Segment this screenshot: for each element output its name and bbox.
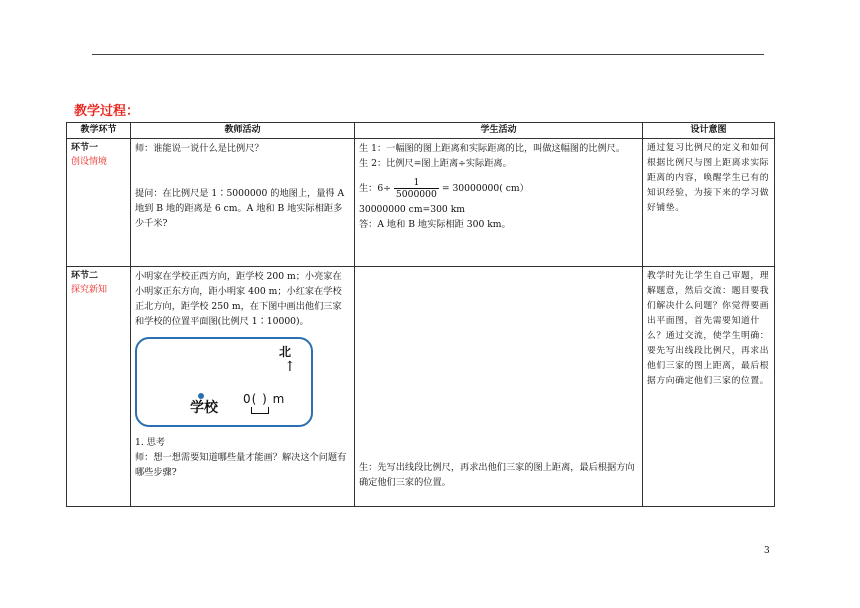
header-teacher: 教师活动 (131, 123, 355, 139)
calc-result: = 30000000( cm） (441, 183, 529, 194)
map-diagram (135, 337, 313, 429)
teacher-think-question: 师：想一想需要知道哪些量才能画？解决这个问题有哪些步骤? (135, 452, 347, 478)
school-label: 学校 (190, 400, 218, 416)
header-stage: 教学环节 (67, 123, 131, 139)
scale-label: 0( ) m (243, 392, 286, 406)
stage-sub-1: 创设情境 (71, 157, 108, 167)
fraction-numerator: 1 (413, 177, 420, 188)
stage-sub-2: 探究新知 (71, 285, 108, 295)
scale-bar (251, 407, 269, 414)
lesson-table (66, 122, 775, 507)
spacer (135, 156, 350, 186)
table-row-stage-2 (67, 267, 775, 507)
student-cell-1 (355, 139, 643, 267)
fraction (394, 177, 439, 200)
north-arrow-icon: ↑ (284, 359, 296, 375)
teacher-question-1: 师：谁能说一说什么是比例尺？ (135, 143, 264, 154)
header-student: 学生活动 (355, 123, 643, 139)
teacher-problem: 小明家在学校正西方向，距学校 200 m；小亮家在小明家正东方向，距小明家 400 m；小红家在学校正北方向，距学校 250 m，在下图中画出他们三家和学校的位置平面图(比例尺 1∶10000)。 (135, 271, 342, 327)
unit-conversion: 30000000 cm=300 km (359, 204, 465, 215)
header-rule (92, 54, 764, 55)
teacher-cell-1 (131, 139, 355, 267)
stage-cell-1 (67, 139, 131, 267)
section-heading: 教学过程： (74, 104, 140, 119)
fraction-denominator: 5000000 (395, 189, 437, 200)
calculation-line (359, 177, 638, 200)
page-number: 3 (764, 546, 770, 556)
intent-cell-1: 通过复习比例尺的定义和如何根据比例尺与图上距离求实际距离的内容，唤醒学生已有的知识经验，为接下来的学习做好铺垫。 (643, 139, 775, 267)
student-answer-1: 生 1：一幅图的图上距离和实际距离的比，叫做这幅图的比例尺。 (359, 143, 626, 154)
table-header-row (67, 123, 775, 139)
think-title: 1. 思考 (135, 437, 166, 448)
calc-prefix: 生：6÷ (359, 183, 391, 194)
student-cell-2 (355, 267, 643, 507)
header-intent: 设计意图 (643, 123, 775, 139)
stage-name-1: 环节一 (71, 143, 99, 153)
teacher-question-2: 提问：在比例尺是 1∶5000000 的地图上，量得 A 地到 B 地的距离是 6 cm。A 地和 B 地实际相距多少千米? (135, 188, 345, 229)
teacher-cell-2 (131, 267, 355, 507)
student-answer-2: 生 2：比例尺=图上距离÷实际距离。 (359, 158, 512, 169)
student-final-answer: 答：A 地和 B 地实际相距 300 km。 (359, 219, 511, 230)
student-think-answer: 生：先写出线段比例尺，再求出他们三家的图上距离，最后根据方向确定他们三家的位置。 (359, 462, 635, 488)
stage-cell-2 (67, 267, 131, 507)
table-row-stage-1 (67, 139, 775, 267)
north-label: 北 (279, 345, 292, 359)
intent-cell-2: 教学时先让学生自己审题，理解题意，然后交流：题目要我们解决什么问题？你觉得要画出平面图，首先需要知道什么？通过交流，使学生明确：要先写出线段比例尺，再求出他们三家的图上距离，最后根据方向确定他们三家的位置。 (643, 267, 775, 507)
stage-name-2: 环节二 (71, 271, 99, 281)
